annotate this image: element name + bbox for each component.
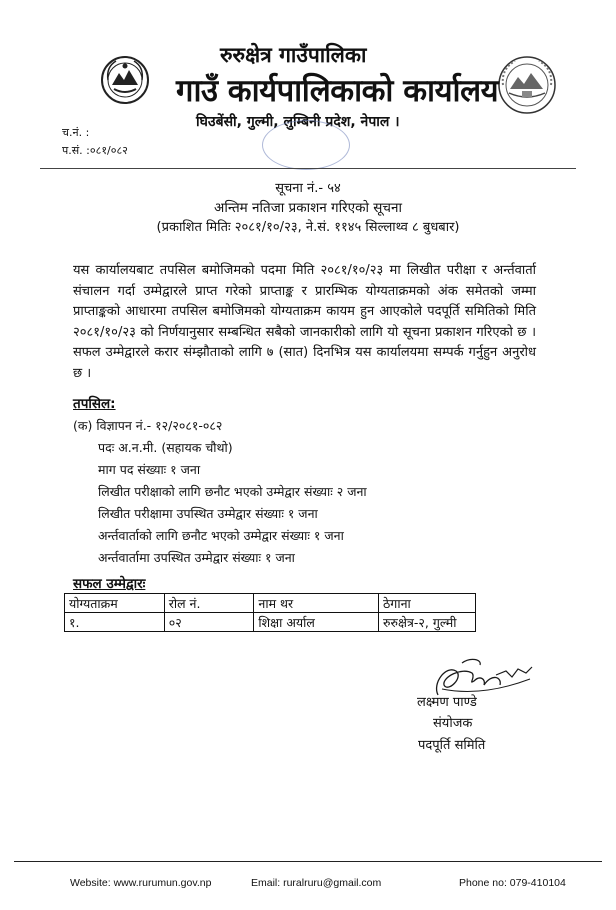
rank-cell: १.	[65, 613, 165, 632]
written-present: लिखीत परीक्षामा उपस्थित उम्मेद्वार संख्याः १ जना	[98, 506, 318, 521]
interview-shortlisted: अर्न्तवार्ताको लागि छनौट भएको उम्मेद्वार संख्याः १ जना	[98, 528, 344, 543]
header-divider	[40, 168, 576, 169]
signatory-name: लक्ष्मण पाण्डे	[417, 695, 477, 710]
footer-phone: Phone no: 079-410104	[459, 877, 566, 889]
dispatch-number: च.नं. :	[62, 126, 90, 139]
office-title: गाउँ कार्यपालिकाको कार्यालय	[176, 73, 499, 109]
column-header: ठेगाना	[379, 594, 476, 613]
details-heading: तपसिल:	[73, 396, 116, 412]
notice-number: सूचना नं.- ५४	[275, 181, 341, 196]
column-header: रोल नं.	[164, 594, 254, 613]
table-row	[65, 613, 476, 632]
table-header-row	[65, 594, 476, 613]
successful-candidates-heading: सफल उम्मेद्वारः	[73, 576, 146, 592]
municipality-logo-icon	[497, 55, 557, 115]
interview-present: अर्न्तवार्तामा उपस्थित उम्मेद्वार संख्याः १ जना	[98, 550, 295, 565]
written-shortlisted: लिखीत परीक्षाको लागि छनौट भएको उम्मेद्वार संख्याः २ जना	[98, 484, 367, 499]
footer-website: Website: www.rurumun.gov.np	[70, 877, 212, 889]
column-header: नाम थर	[254, 594, 379, 613]
signatory-post: संयोजक	[433, 716, 473, 731]
notice-published-date: (प्रकाशित मितिः २०८१/१०/२३, ने.सं. ११४५ सिल्लाथ्व ८ बुधबार)	[156, 220, 460, 235]
office-stamp	[262, 120, 350, 170]
results-table	[64, 593, 476, 632]
notice-body: यस कार्यालयबाट तपसिल बमोजिमको पदमा मिति २०८१/१०/२३ मा लिखीत परीक्षा र अर्न्तवार्ता संचालन गर्दा उम्मेद्वारले प्राप्त गरेको प्राप्ताङ्क र प्रारम्भिक योग्यताक्रमको अंक समेतको जम्मा प्राप्ताङ्कको आधारमा तपसिल बमोजिमको योग्यताक्रम कायम हुन आएकोले पदपूर्ति समितिको मिति २०८१/१०/२३ को निर्णयानुसार सम्बन्धित सबैको जानकारीको लागि यो सूचना प्रकाशन गरिएको छ । सफल उम्मेद्वारले करार संम्झौताको लागि ७ (सात) दिनभित्र यस कार्यालयमा सम्पर्क गर्नुहुन अनुरोध छ ।	[73, 263, 536, 381]
footer-divider	[14, 861, 602, 862]
signatory-committee: पदपूर्ति समिति	[418, 738, 486, 753]
footer-email: Email: ruralruru@gmail.com	[251, 877, 382, 889]
notice-title: अन्तिम नतिजा प्रकाशन गरिएको सूचना	[214, 200, 402, 216]
letter-number: प.सं. :०८१/०८२	[62, 144, 128, 157]
municipality-name: रुरुक्षेत्र गाउँपालिका	[220, 43, 367, 67]
column-header: योग्यताक्रम	[65, 594, 165, 613]
vacancy-number: (क) विज्ञापन नं.- १२/२०८१-०८२	[73, 418, 223, 433]
roll-number-cell: ०२	[164, 613, 254, 632]
required-posts: माग पद संख्याः १ जना	[98, 462, 201, 477]
post-name: पदः अ.न.मी. (सहायक चौथो)	[98, 440, 233, 455]
candidate-name-cell: शिक्षा अर्याल	[254, 613, 379, 632]
office-address: घिउबेंसी, गुल्मी, लुम्बिनी प्रदेश, नेपाल ।	[196, 114, 400, 130]
address-cell: रुरुक्षेत्र-२, गुल्मी	[379, 613, 476, 632]
nepal-emblem-icon	[100, 55, 150, 105]
